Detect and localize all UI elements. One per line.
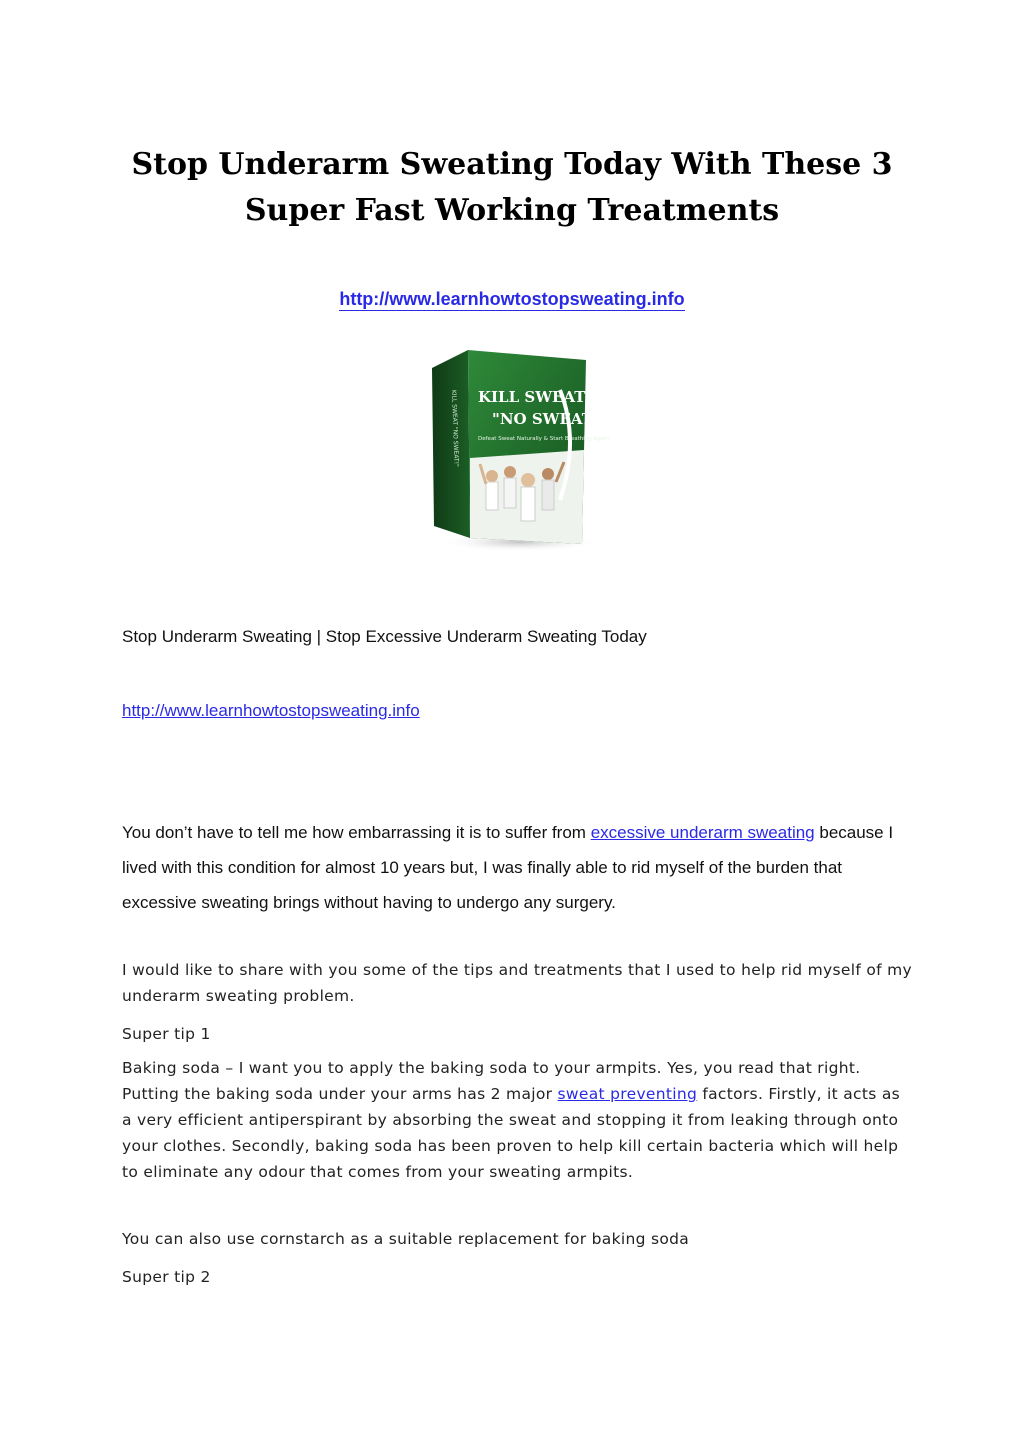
tip2-heading: Super tip 2 — [122, 1268, 211, 1286]
second-website-link[interactable]: http://www.learnhowtostopsweating.info — [122, 701, 420, 720]
cover-title-line1: KILL SWEAT — [478, 388, 586, 406]
top-website-link-text[interactable]: http://www.learnhowtostopsweating.info — [339, 289, 685, 309]
tip1-heading: Super tip 1 — [122, 1025, 211, 1043]
subheading: Stop Underarm Sweating | Stop Excessive Underarm Sweating Today — [122, 627, 647, 646]
baking-text-before: Baking soda – I want you to apply the baking soda to your armpits. Yes, you read that right. Putting the baking soda under your arms has 2 major — [122, 1059, 861, 1103]
excessive-underarm-sweating-link[interactable]: excessive underarm sweating — [590, 823, 815, 842]
intro-text-before: You don’t have to tell me how embarrassing it is to suffer from — [122, 823, 591, 842]
intro-text-after: because I lived with this condition for almost 10 years but, I was finally able to rid myself of the burden that excessive sweating brings without having to undergo any surgery. — [122, 823, 894, 912]
intro-paragraph — [122, 815, 912, 920]
top-website-link[interactable] — [0, 289, 1024, 310]
baking-text-after: factors. Firstly, it acts as a very efficient antiperspirant by absorbing the sweat and stopping it from leaking through onto your clothes. Secondly, baking soda has been proven to help kill certain bacteria which will help to eliminate any odour that comes from your sweating armpits. — [122, 1085, 901, 1181]
cover-tagline: Defeat Sweat Naturally & Start Breathing Again! — [478, 436, 610, 442]
cover-spine — [432, 350, 470, 538]
ebook-cover-svg — [410, 330, 610, 560]
page-title: Stop Underarm Sweating Today With These 3 Super Fast Working Treatments — [131, 147, 893, 228]
baking-soda-paragraph — [122, 1055, 912, 1185]
ebook-cover-image — [410, 330, 610, 560]
sweat-preventing-link[interactable]: sweat preventing — [557, 1085, 698, 1103]
cornstarch-paragraph: You can also use cornstarch as a suitable replacement for baking soda — [122, 1230, 690, 1248]
share-paragraph: I would like to share with you some of the tips and treatments that I used to help rid myself of my underarm sweating problem. — [122, 961, 912, 1005]
cover-title-line2: "NO SWEAT!" — [492, 410, 608, 428]
cover-spine-text: KILL SWEAT "NO SWEAT!" — [450, 389, 460, 467]
